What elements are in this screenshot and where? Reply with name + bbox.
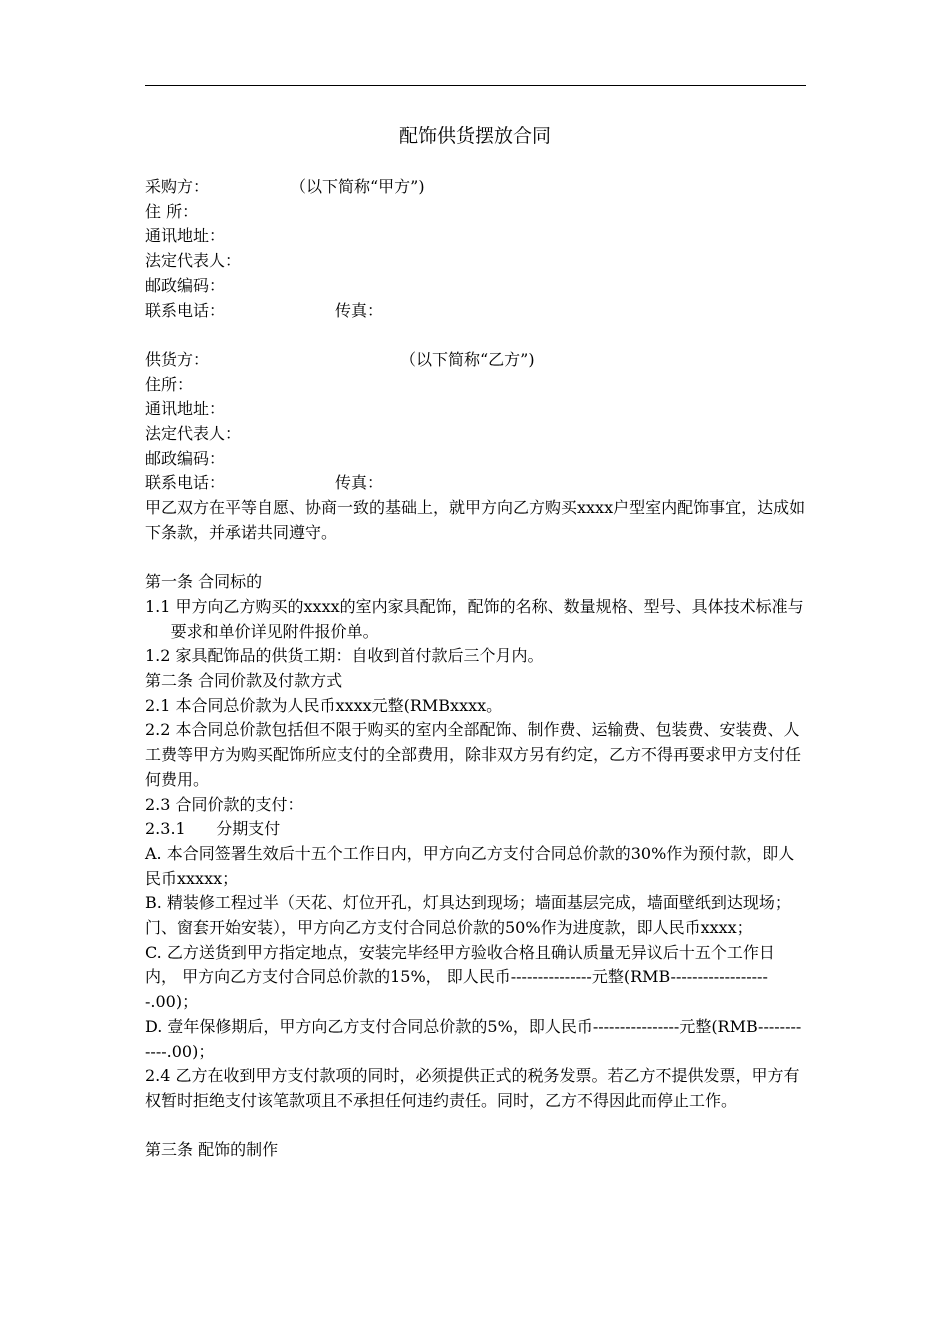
clause-c: C. 乙方送货到甲方指定地点，安装完毕经甲方验收合格且确认质量无异议后十五个工作日内， 甲方向乙方支付合同总价款的15%， 即人民币---------------元整(RMB-------------------.00)； (145, 942, 775, 1012)
buyer-legal-rep: 法定代表人： (145, 251, 242, 271)
supplier-fax: 传真： (335, 473, 384, 493)
supplier-mail-address: 通讯地址： (145, 399, 226, 419)
clause-2-1: 2.1 本合同总价款为人民币xxxx元整(RMBxxxx。 (145, 695, 503, 715)
buyer-label: 采购方： (145, 177, 210, 196)
buyer-abbr: （以下简称“甲方”) (290, 177, 425, 196)
supplier-abbr: （以下简称“乙方”) (400, 349, 535, 369)
clause-1-2: 1.2 家具配饰品的供货工期：自收到首付款后三个月内。 (145, 646, 544, 666)
supplier-label: 供货方： (145, 349, 210, 369)
clause-2-4: 2.4 乙方在收到甲方支付款项的同时，必须提供正式的税务发票。若乙方不提供发票，甲方有权暂时拒绝支付该笔款项且不承担任何违约责任。同时，乙方不得因此而停止工作。 (145, 1066, 800, 1110)
supplier-postcode: 邮政编码： (145, 448, 226, 468)
article3-heading: 第三条 配饰的制作 (145, 1140, 279, 1160)
clause-1-1: 1.1 甲方向乙方购买的xxxx的室内家具配饰，配饰的名称、数量规格、型号、具体技术标准与要求和单价详见附件报价单。 (145, 596, 804, 641)
clause-d: D. 壹年保修期后，甲方向乙方支付合同总价款的5%，即人民币----------------元整(RMB------------.00)； (145, 1016, 802, 1061)
supplier-phone: 联系电话： (145, 473, 226, 493)
buyer-address: 住 所： (145, 201, 199, 221)
document-body (145, 175, 806, 1163)
supplier-line (145, 348, 806, 373)
buyer-mail-address: 通讯地址： (145, 226, 226, 246)
article2-heading: 第二条 合同价款及付款方式 (145, 671, 343, 691)
supplier-legal-rep: 法定代表人： (145, 424, 242, 444)
buyer-fax: 传真： (335, 300, 384, 320)
buyer-postcode: 邮政编码： (145, 275, 226, 295)
clause-b: B. 精装修工程过半（天花、灯位开孔，灯具达到现场；墙面基层完成，墙面壁纸到达现场；门、窗套开始安装），甲方向乙方支付合同总价款的50%作为进度款，即人民币xxxx； (145, 893, 791, 938)
clause-a: A. 本合同签署生效后十五个工作日内，甲方向乙方支付合同总价款的30%作为预付款，即人民币xxxxx； (145, 843, 795, 888)
clause-2-3: 2.3 合同价款的支付： (145, 794, 304, 814)
intro-paragraph: 甲乙双方在平等自愿、协商一致的基础上，就甲方向乙方购买xxxx户型室内配饰事宜，达成如下条款，并承诺共同遵守。 (145, 498, 806, 542)
header-rule (145, 85, 806, 86)
buyer-phone-line (145, 299, 806, 324)
buyer-line (145, 175, 806, 200)
clause-2-2: 2.2 本合同总价款包括但不限于购买的室内全部配饰、制作费、运输费、包装费、安装费、人工费等甲方为购买配饰所应支付的全部费用，除非双方另有约定，乙方不得再要求甲方支付任何费用。 (145, 720, 802, 789)
supplier-phone-line (145, 471, 806, 496)
buyer-phone: 联系电话： (145, 300, 226, 320)
clause-2-3-1: 2.3.1 分期支付 (145, 819, 281, 839)
document-title: 配饰供货摆放合同 (398, 125, 551, 147)
article1-heading: 第一条 合同标的 (145, 572, 263, 592)
supplier-address: 住所： (145, 374, 194, 394)
